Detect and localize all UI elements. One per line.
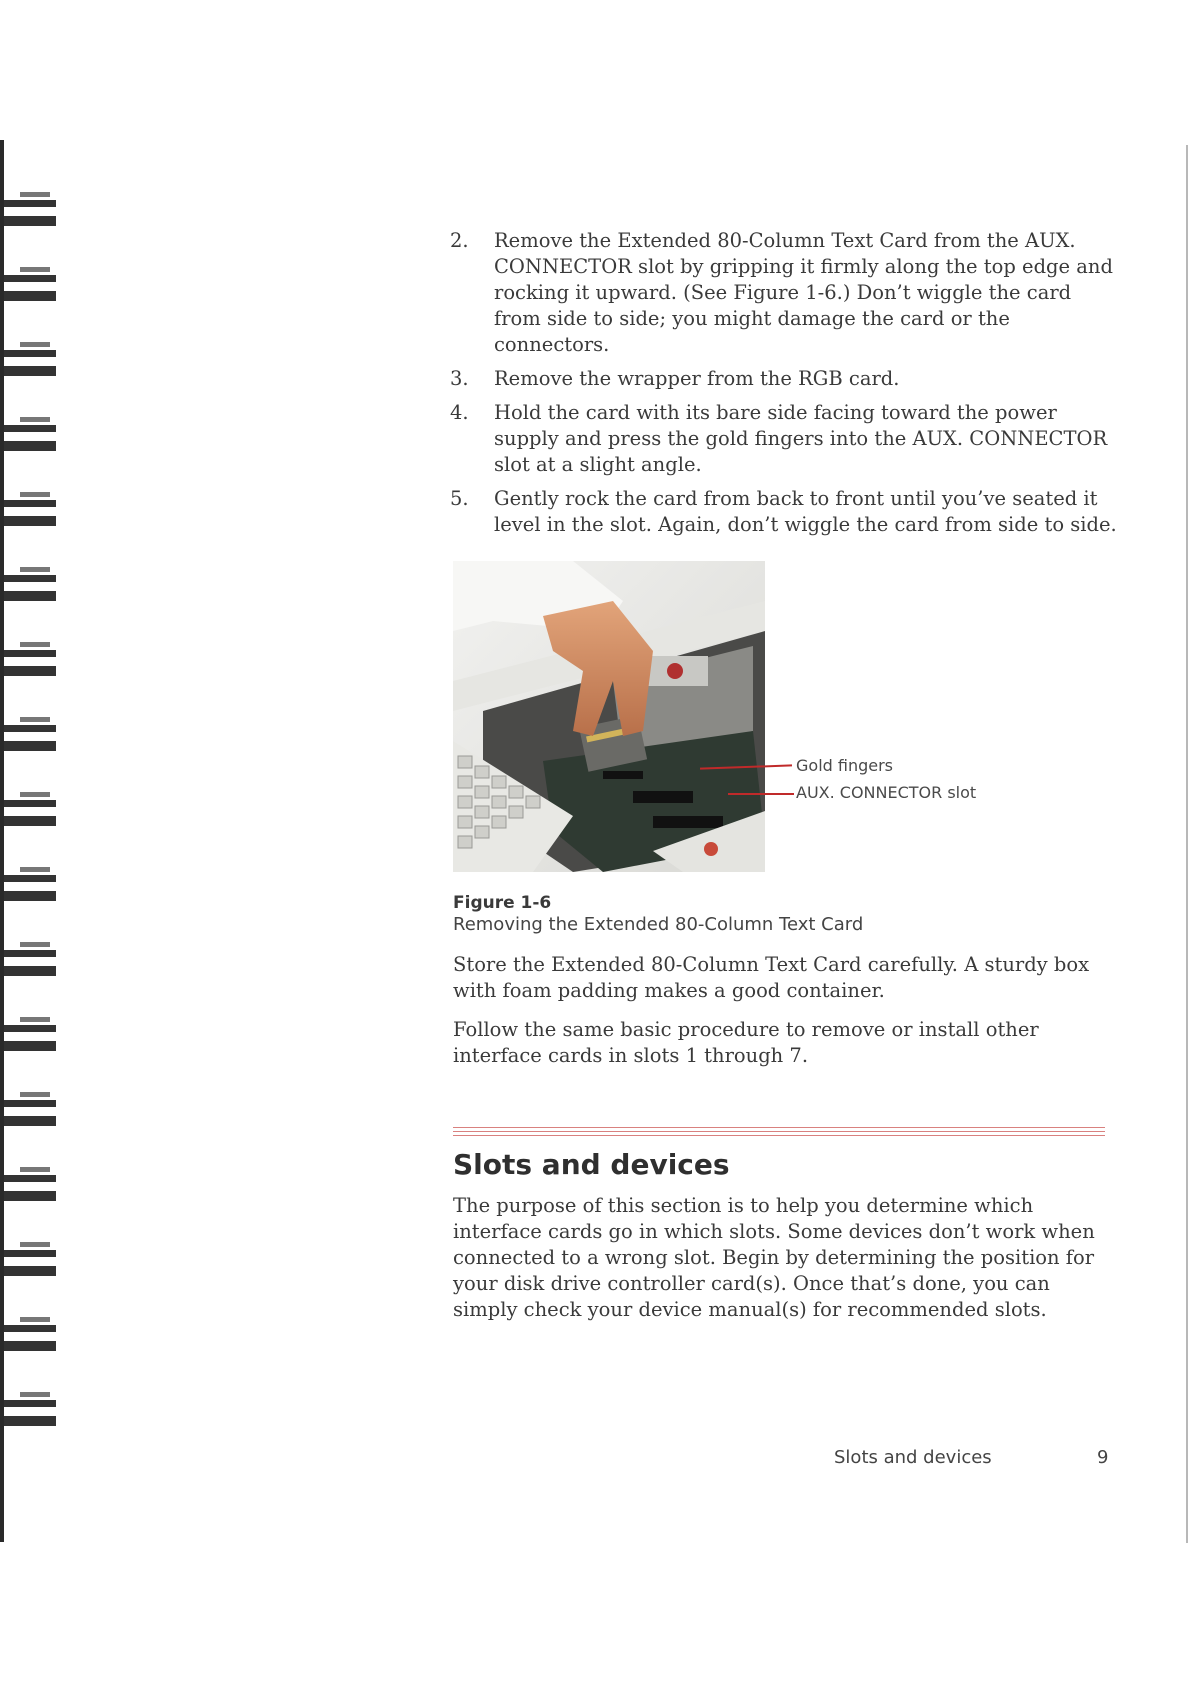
paragraph-store-card: Store the Extended 80-Column Text Card carefully. A sturdy box with foam padding makes a good container. [453, 953, 1090, 1002]
figure-caption [453, 893, 863, 935]
page-number: 9 [1097, 1447, 1109, 1468]
step-number: 2. [450, 229, 469, 252]
callout-aux-connector-slot: AUX. CONNECTOR slot [796, 783, 977, 802]
callout-line-gold-fingers [700, 764, 792, 769]
step-item [448, 400, 1120, 478]
section-rule [453, 1127, 1105, 1139]
section-body: The purpose of this section is to help you determine which interface cards go in which slots. Some devices don’t work when connected to a wrong slot. Begin by determining the position for your disk drive controller card(s). Once that’s done, you can simply check your device manual(s) for recommended slots. [453, 1194, 1095, 1321]
figure-photo [453, 561, 765, 872]
step-text: Remove the wrapper from the RGB card. [494, 367, 900, 390]
figure-number: Figure 1-6 [453, 893, 552, 913]
step-text: Remove the Extended 80-Column Text Card from the AUX. CONNECTOR slot by gripping it firmly along the top edge and rocking it upward. (See Figure 1-6.) Don’t wiggle the card from side to side; you might damage the card or the connectors. [494, 229, 1113, 356]
paragraph-follow-procedure: Follow the same basic procedure to remove or install other interface cards in slots 1 through 7. [453, 1018, 1039, 1067]
step-item [448, 228, 1120, 358]
step-number: 3. [450, 367, 469, 390]
callout-gold-fingers: Gold fingers [796, 756, 894, 775]
step-number: 4. [450, 401, 469, 424]
step-text: Gently rock the card from back to front until you’ve seated it level in the slot. Again, don’t wiggle the card from side to side. [494, 487, 1117, 536]
steps-list [448, 228, 1120, 546]
spiral-binding [0, 140, 60, 1542]
footer-section-title: Slots and devices [834, 1447, 992, 1468]
step-item [448, 486, 1120, 538]
figure-title: Removing the Extended 80-Column Text Card [453, 914, 864, 935]
step-text: Hold the card with its bare side facing toward the power supply and press the gold fingers into the AUX. CONNECTOR slot at a slight angle. [494, 401, 1108, 476]
page-right-edge [1186, 145, 1188, 1543]
section-heading: Slots and devices [453, 1148, 730, 1181]
callout-line-aux-slot [728, 793, 794, 795]
step-item [448, 366, 1120, 392]
step-number: 5. [450, 487, 469, 510]
figure-callouts [700, 750, 1020, 810]
